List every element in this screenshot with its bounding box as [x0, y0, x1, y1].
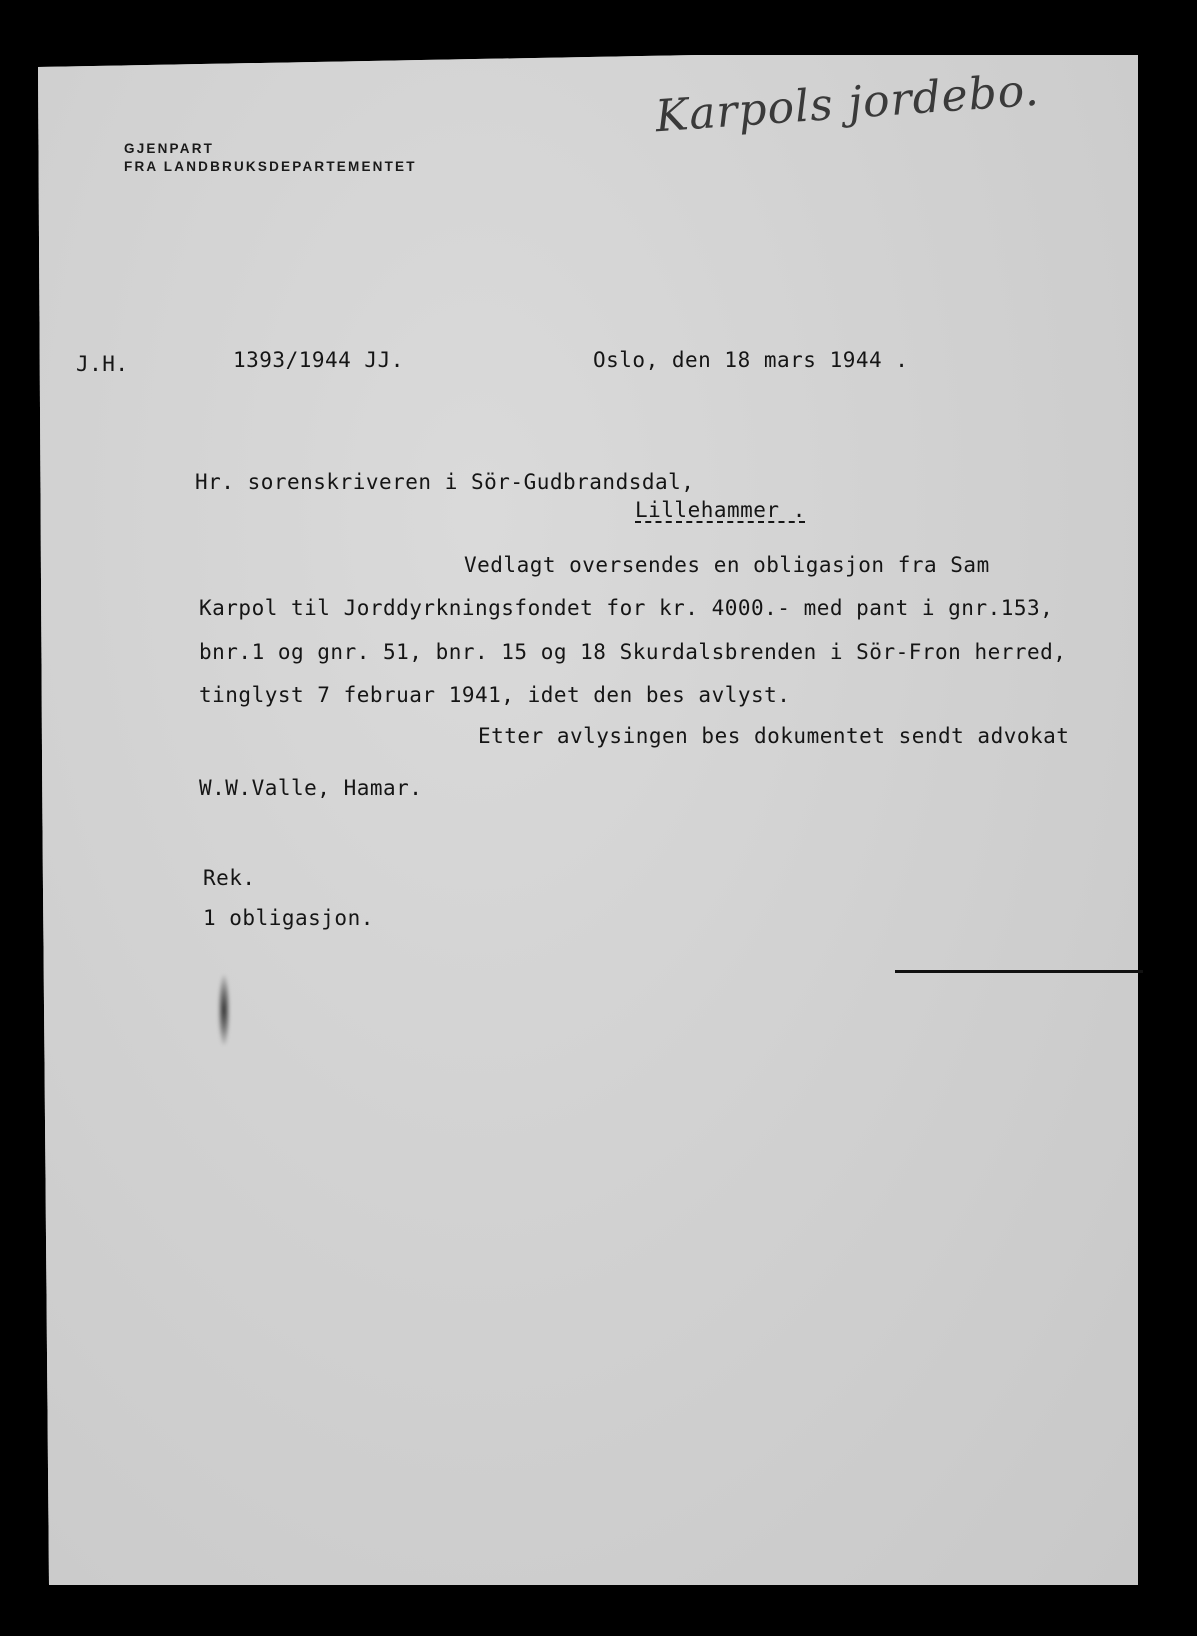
enclosure-line: 1 obligasjon. — [203, 906, 374, 930]
body-line-3: bnr.1 og gnr. 51, bnr. 15 og 18 Skurdalsbrenden i Sör-Fron herred, — [199, 640, 1067, 664]
body-line-1: Vedlagt oversendes en obligasjon fra Sam — [464, 553, 990, 577]
body-line-2: Karpol til Jorddyrkningsfondet for kr. 4000.- med pant i gnr.153, — [199, 596, 1054, 620]
letterhead-line-2: FRA LANDBRUKSDEPARTEMENTET — [124, 159, 417, 174]
body-line-4: tinglyst 7 februar 1941, idet den bes avlyst. — [199, 683, 791, 707]
ink-smudge — [218, 975, 230, 1045]
reference-number: 1393/1944 JJ. — [233, 348, 404, 372]
letterhead-line-1: GJENPART — [124, 141, 215, 156]
header-code: J.H. — [76, 352, 129, 376]
date-line: Oslo, den 18 mars 1944 . — [593, 348, 909, 372]
handwritten-annotation: Karpols jordebo. — [653, 64, 1041, 143]
document-page — [38, 55, 1138, 1585]
recipient-line-1: Hr. sorenskriveren i Sör-Gudbrandsdal, — [195, 470, 695, 494]
recipient-line-2: Lillehammer . — [635, 498, 806, 522]
rek-label: Rek. — [203, 866, 256, 890]
body-line-5: Etter avlysingen bes dokumentet sendt advokat — [478, 724, 1070, 748]
letterhead — [124, 140, 417, 176]
body-line-6: W.W.Valle, Hamar. — [199, 776, 423, 800]
signature-rule — [895, 970, 1143, 973]
